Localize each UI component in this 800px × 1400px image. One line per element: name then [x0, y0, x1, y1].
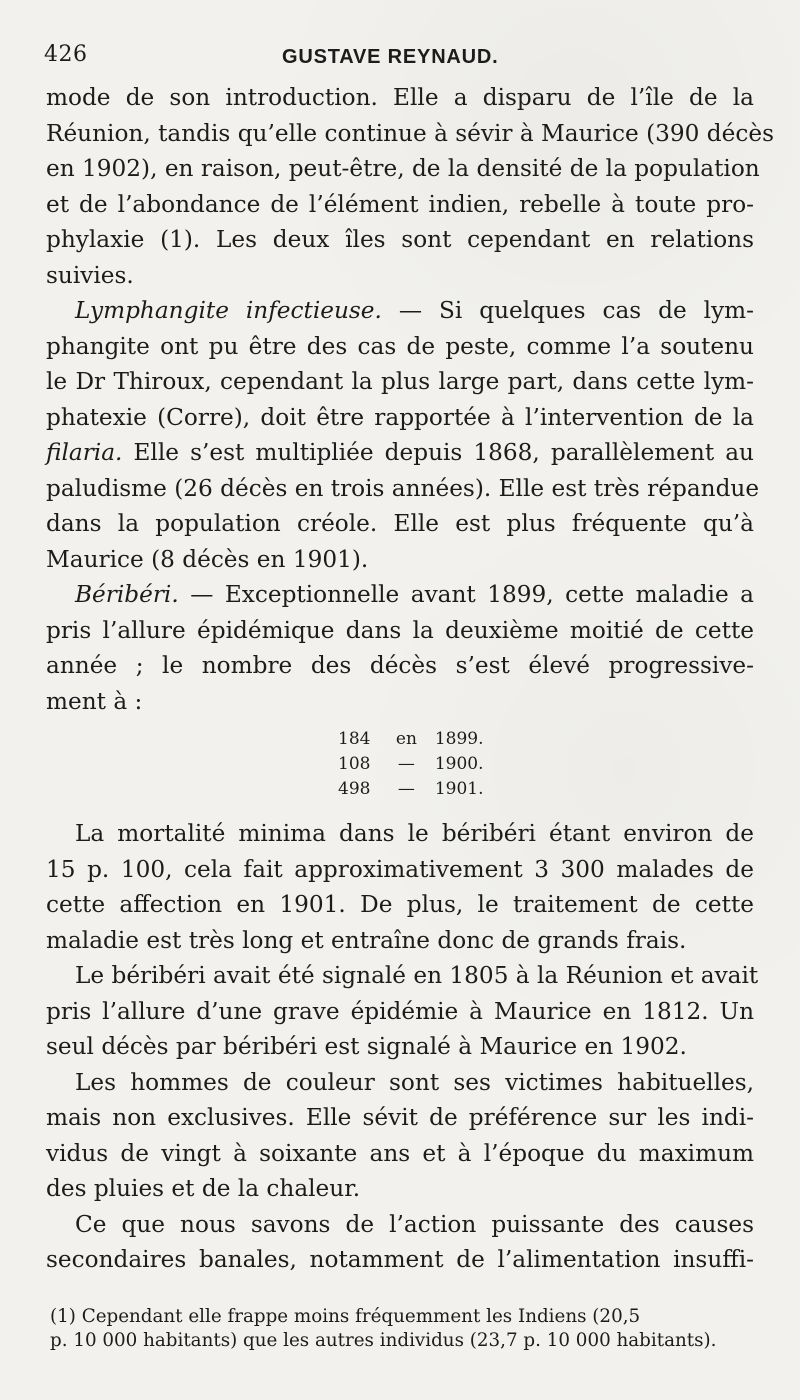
mortality-line-2: 15 p. 100, cela fait approximativement 3 300 malades de: [46, 855, 754, 883]
history-line-3: seul décès par béribéri est signalé à Maurice en 1902.: [46, 1033, 687, 1060]
lymphangite-line-3: le Dr Thiroux, cependant la plus large part, dans cette lym-: [46, 368, 754, 395]
table-cell-separator: en: [395, 729, 417, 749]
table-cell-year: 1899.: [434, 729, 484, 749]
mortality-line-4: maladie est très long et entraîne donc de grands frais.: [46, 926, 687, 954]
beriberi-title: Béribéri.: [75, 581, 179, 608]
lymphangite-line-2: phangite ont pu être des cas de peste, comme l’a soutenu: [46, 332, 754, 360]
lymphangite-line-6: paludisme (26 décès en trois années). Elle est très répandue: [46, 474, 760, 502]
lymphangite-heading-line: [46, 293, 754, 329]
history-line-1: Le béribéri avait été signalé en 1805 à la Réunion et avait: [75, 962, 759, 989]
beriberi-heading-rest: — Exceptionnelle avant 1899, cette maladie a: [178, 581, 754, 608]
lymphangite-line-7: dans la population créole. Elle est plus fréquente qu’à: [46, 510, 754, 537]
table-cell-separator: —: [397, 754, 415, 774]
lymphangite-heading-rest: — Si quelques cas de lym-: [381, 297, 754, 324]
table-cell-separator: —: [397, 779, 415, 799]
lymphangite-line-8: Maurice (8 décès en 1901).: [46, 545, 369, 573]
table-cell-year: 1901.: [434, 779, 484, 799]
page-header: [44, 38, 754, 78]
mortality-line-3: cette affection en 1901. De plus, le traitement de cette: [46, 891, 754, 918]
body-line-1: mode de son introduction. Elle a disparu de l’île de la: [46, 84, 754, 111]
page-number: 426: [44, 42, 88, 67]
lymphangite-line-4: phatexie (Corre), doit être rapportée à l’intervention de la: [46, 403, 754, 431]
filaria-line: [46, 435, 754, 471]
history-line-2: pris l’allure d’une grave épidémie à Maurice en 1812. Un: [46, 997, 754, 1025]
filaria-word: filaria.: [46, 439, 123, 466]
lymphangite-title: Lymphangite infectieuse.: [75, 297, 382, 324]
table-row: [338, 727, 558, 752]
causes-line-1: Ce que nous savons de l’action puissante des causes: [75, 1210, 754, 1238]
table-cell-count: 108: [338, 754, 371, 774]
beriberi-death-table: [338, 727, 558, 802]
victims-line-4: des pluies et de la chaleur.: [46, 1175, 361, 1202]
victims-line-2: mais non exclusives. Elle sévit de préférence sur les indi-: [46, 1104, 754, 1131]
body-line-4: et de l’abondance de l’élément indien, rebelle à toute pro-: [46, 190, 754, 218]
victims-line-3: vidus de vingt à soixante ans et à l’époque du maximum: [46, 1139, 754, 1167]
causes-line-2: secondaires banales, notamment de l’alimentation insuffi-: [46, 1246, 754, 1273]
body-line-6: suivies.: [46, 261, 134, 289]
table-row: [338, 752, 558, 777]
filaria-line-rest: Elle s’est multipliée depuis 1868, parallèlement au: [122, 439, 754, 466]
beriberi-line-3: année ; le nombre des décès s’est élevé progressive-: [46, 652, 754, 679]
table-cell-count: 184: [338, 729, 371, 749]
table-row: [338, 777, 558, 802]
footnote-line-1: (1) Cependant elle frappe moins fréquemment les Indiens (20,5: [50, 1306, 641, 1327]
body-line-5: phylaxie (1). Les deux îles sont cependant en relations: [46, 226, 754, 253]
body-line-3: en 1902), en raison, peut-être, de la densité de la population: [46, 155, 760, 182]
beriberi-line-4: ment à :: [46, 687, 143, 715]
beriberi-heading-line: [46, 577, 754, 613]
footnote: [50, 1305, 754, 1353]
mortality-line-1: La mortalité minima dans le béribéri étant environ de: [75, 820, 754, 847]
beriberi-line-2: pris l’allure épidémique dans la deuxième moitié de cette: [46, 616, 754, 644]
body-line-2: Réunion, tandis qu’elle continue à sévir à Maurice (390 décès: [46, 119, 774, 147]
page-body: [46, 80, 774, 1278]
table-cell-count: 498: [338, 779, 371, 799]
running-head: GUSTAVE REYNAUD.: [282, 46, 499, 68]
table-cell-year: 1900.: [434, 754, 484, 774]
footnote-line-2: p. 10 000 habitants) que les autres individus (23,7 p. 10 000 habitants).: [50, 1330, 717, 1351]
victims-line-1: Les hommes de couleur sont ses victimes habituelles,: [75, 1068, 754, 1096]
